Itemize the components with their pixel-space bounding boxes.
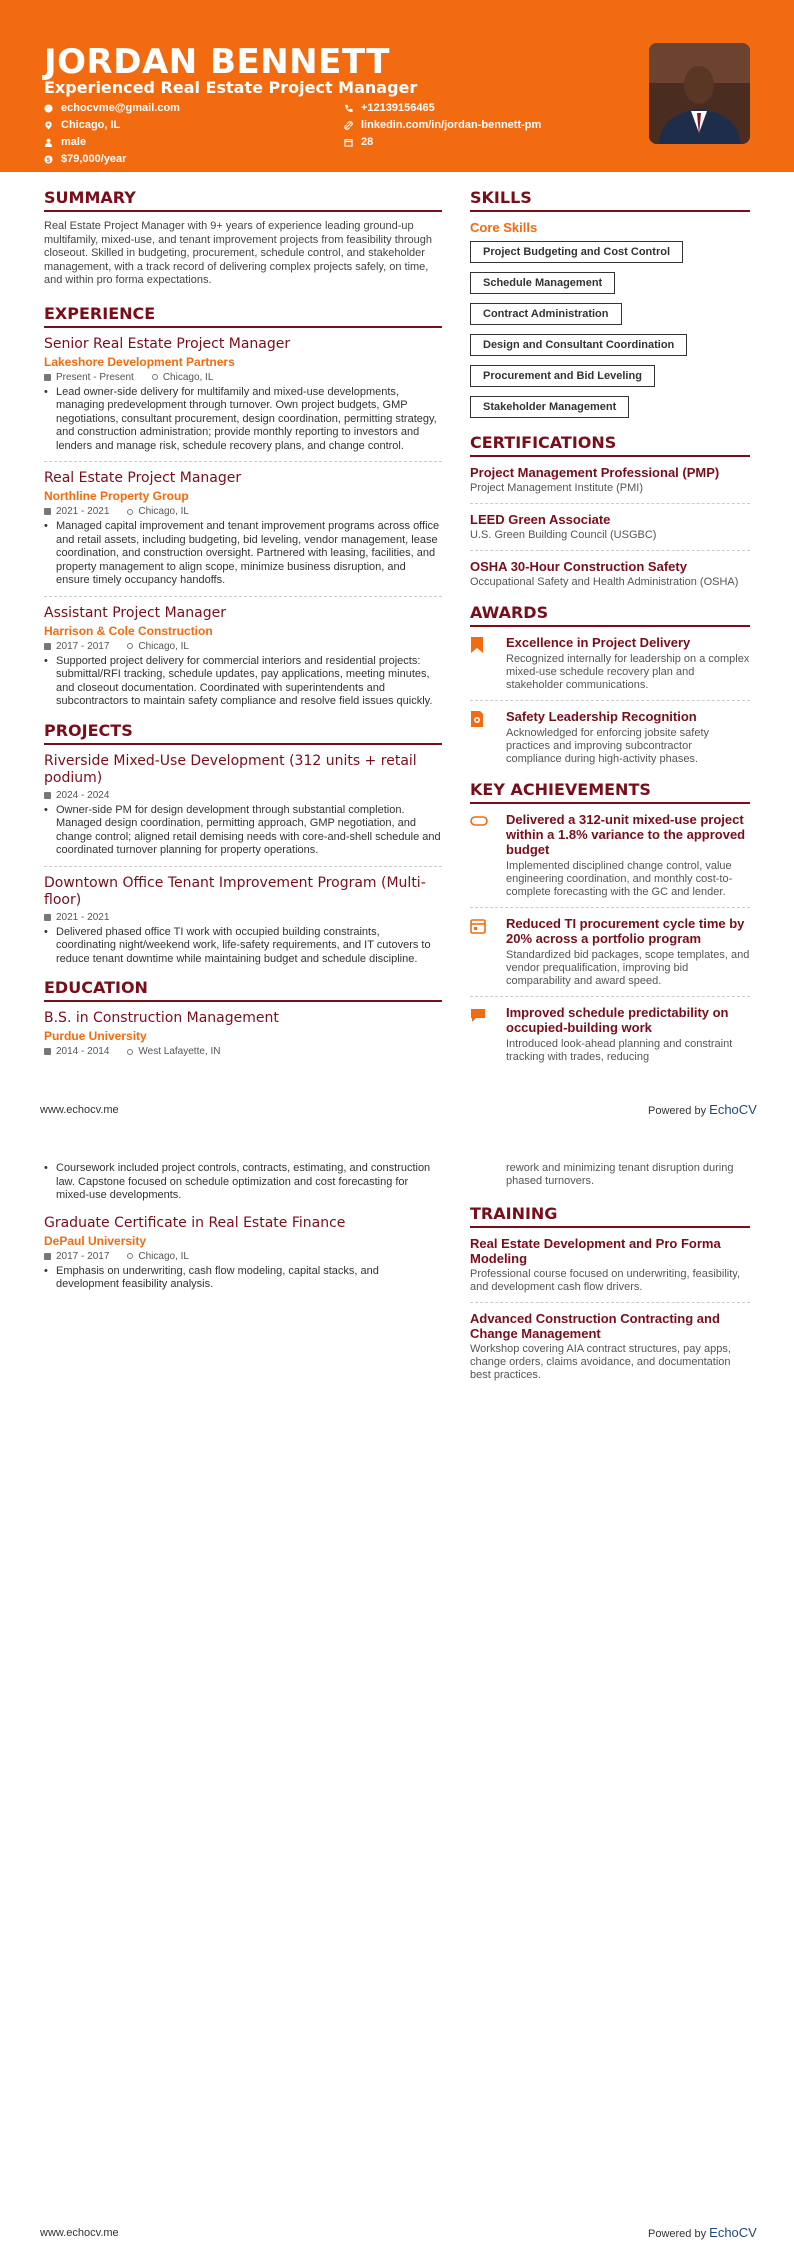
skill-tag: Design and Consultant Coordination bbox=[470, 334, 687, 356]
calendar-icon bbox=[44, 374, 51, 381]
experience-item bbox=[44, 605, 442, 717]
achievements-title: KEY ACHIEVEMENTS bbox=[470, 780, 750, 804]
location-pin-icon bbox=[127, 1049, 133, 1055]
skill-tag: Procurement and Bid Leveling bbox=[470, 365, 655, 387]
left-column bbox=[44, 188, 442, 1057]
right-column bbox=[470, 188, 750, 1080]
education-bullet: • Coursework included project controls, contracts, estimating, and construction law. Capstone focused on schedule optimization and cost forecasting for mixed-use developments. bbox=[44, 1162, 442, 1203]
experience-item bbox=[44, 470, 442, 597]
job-meta: 2017 - 2017 Chicago, IL bbox=[44, 641, 442, 652]
award-item: Excellence in Project Delivery Recognized internally for leadership on a complex mixed-use schedule recovery plan and stakeholder communications. bbox=[470, 635, 750, 701]
experience-item bbox=[44, 336, 442, 463]
money-icon bbox=[44, 155, 53, 164]
job-title: Assistant Project Manager bbox=[44, 604, 226, 621]
svg-text:$: $ bbox=[46, 156, 51, 164]
header bbox=[0, 0, 794, 172]
contact-age: 28 bbox=[344, 134, 373, 150]
summary-title: SUMMARY bbox=[44, 188, 442, 212]
skills-title: SKILLS bbox=[470, 188, 750, 212]
education-title: EDUCATION bbox=[44, 978, 442, 1002]
candidate-name: JORDAN BENNETT bbox=[44, 42, 391, 82]
echocv-logo: EchoCV bbox=[709, 1102, 757, 1117]
job-bullet: • Managed capital improvement and tenant improvement programs across office and retail assets, including budgeting, bid leveling, vendor management, lease coordination, and construction oversight. Partnered with leasing, facilities, and property management to align scope, minimize business disruption, and ensure timely occupancy handoffs. bbox=[44, 520, 442, 588]
location-pin-icon bbox=[152, 374, 158, 380]
calendar-icon bbox=[44, 643, 51, 650]
skill-tag: Schedule Management bbox=[470, 272, 615, 294]
certification-item: LEED Green Associate U.S. Green Building Council (USGBC) bbox=[470, 512, 750, 551]
skills-list bbox=[470, 241, 750, 427]
training-item: Real Estate Development and Pro Forma Modeling Professional course focused on underwriting, feasibility, and development cash flow drivers. bbox=[470, 1236, 750, 1303]
degree-title: B.S. in Construction Management bbox=[44, 1010, 279, 1026]
summary-text: Real Estate Project Manager with 9+ years of experience leading ground-up multifamily, mixed-use, and tenant improvement projects from feasibility through closeout. Skilled in budgeting, procurement, schedule control, and stakeholder management, with a track record of delivering complex projects safely, on time, and within pro forma expectations. bbox=[44, 220, 433, 286]
contact-email[interactable]: echocvme@gmail.com bbox=[44, 100, 180, 116]
person-icon bbox=[44, 138, 53, 147]
right-column-page2 bbox=[470, 1162, 750, 1398]
project-title: Riverside Mixed-Use Development (312 units + retail podium) bbox=[44, 752, 417, 786]
project-bullet: • Owner-side PM for design development through substantial completion. Managed design coordination, permitting approach, GMP negotiation, and change control; aligned retail demising needs with core-and-shell schedule and coordinated turnover planning for property operations. bbox=[44, 804, 442, 858]
footer-site[interactable]: www.echocv.me bbox=[40, 1104, 119, 1116]
experience-title: EXPERIENCE bbox=[44, 304, 442, 328]
job-bullet: • Supported project delivery for commercial interiors and residential projects: submittal/RFI tracking, schedule updates, pay applications, meeting minutes, and closeout documentation. Coordinated with superintendents and subcontractors to maintain safety compliance and resolve field issues quickly. bbox=[44, 655, 442, 709]
company-name: Northline Property Group bbox=[44, 489, 189, 503]
education-item bbox=[44, 1215, 442, 1292]
calendar-icon bbox=[44, 1048, 51, 1055]
calendar-icon bbox=[44, 792, 51, 799]
profile-photo bbox=[649, 43, 750, 144]
link-icon bbox=[344, 121, 353, 130]
project-item bbox=[44, 753, 442, 867]
contact-linkedin[interactable]: linkedin.com/in/jordan-bennett-pm bbox=[344, 117, 541, 133]
job-bullet: • Lead owner-side delivery for multifamily and mixed-use developments, managing predevelopment through turnover. Own project budgets, GMP negotiations, consultant procurement, design coordination, permitting strategy, and construction administration; provide monthly reporting to investors and lenders and manage risk, schedule recovery plans, and change control. bbox=[44, 386, 442, 454]
calendar-icon bbox=[344, 138, 353, 147]
training-title: TRAINING bbox=[470, 1204, 750, 1228]
calendar-icon bbox=[470, 916, 492, 988]
footer-powered: Powered by EchoCV bbox=[648, 2225, 757, 2240]
projects-title: PROJECTS bbox=[44, 721, 442, 745]
location-pin-icon bbox=[44, 121, 53, 130]
certificate-icon bbox=[470, 709, 492, 766]
contact-phone[interactable]: +12139156465 bbox=[344, 100, 435, 116]
contact-salary: $ $79,000/year bbox=[44, 151, 126, 167]
location-pin-icon bbox=[127, 509, 133, 515]
contact-location: Chicago, IL bbox=[44, 117, 120, 133]
certification-item: Project Management Professional (PMP) Project Management Institute (PMI) bbox=[470, 465, 750, 504]
footer-powered: Powered by EchoCV bbox=[648, 1102, 757, 1117]
education-bullet: • Emphasis on underwriting, cash flow modeling, capital stacks, and development feasibility analysis. bbox=[44, 1265, 442, 1292]
education-item bbox=[44, 1010, 442, 1057]
achievement-item: Improved schedule predictability on occupied-building work Introduced look-ahead planning and constraint tracking with trades, reducing bbox=[470, 1005, 750, 1072]
project-item bbox=[44, 875, 442, 975]
calendar-icon bbox=[44, 508, 51, 515]
echocv-logo: EchoCV bbox=[709, 2225, 757, 2240]
left-column-page2 bbox=[44, 1162, 442, 1292]
email-icon bbox=[44, 104, 53, 113]
badge-icon bbox=[470, 812, 492, 899]
calendar-icon bbox=[44, 914, 51, 921]
skill-tag: Stakeholder Management bbox=[470, 396, 629, 418]
project-title: Downtown Office Tenant Improvement Program (Multi-floor) bbox=[44, 874, 426, 908]
project-meta: 2021 - 2021 bbox=[44, 912, 442, 923]
project-bullet: • Delivered phased office TI work with occupied building constraints, coordinating night/weekend work, life-safety requirements, and IT cutovers to reduce tenant downtime while maintaining budget and schedule discipline. bbox=[44, 926, 442, 967]
achievement-desc-cont: rework and minimizing tenant disruption during phased turnovers. bbox=[506, 1162, 734, 1187]
certification-item: OSHA 30-Hour Construction Safety Occupational Safety and Health Administration (OSHA) bbox=[470, 559, 739, 588]
school-name: DePaul University bbox=[44, 1233, 147, 1248]
certifications-title: CERTIFICATIONS bbox=[470, 433, 750, 457]
education-meta: 2014 - 2014 West Lafayette, IN bbox=[44, 1046, 442, 1057]
award-item: Safety Leadership Recognition Acknowledged for enforcing jobsite safety practices and improving subcontractor compliance during high-activity phases. bbox=[470, 709, 750, 774]
job-meta: Present - Present Chicago, IL bbox=[44, 372, 442, 383]
degree-title: Graduate Certificate in Real Estate Finance bbox=[44, 1214, 346, 1231]
chat-icon bbox=[470, 1005, 492, 1064]
location-pin-icon bbox=[127, 1253, 133, 1259]
footer-site[interactable]: www.echocv.me bbox=[40, 2227, 119, 2239]
project-meta: 2024 - 2024 bbox=[44, 790, 442, 801]
skill-tag: Project Budgeting and Cost Control bbox=[470, 241, 683, 263]
contact-gender: male bbox=[44, 134, 86, 150]
education-meta: 2017 - 2017 Chicago, IL bbox=[44, 1251, 442, 1262]
training-item: Advanced Construction Contracting and Change Management Workshop covering AIA contract structures, pay apps, change orders, claims avoidance, and documentation best practices. bbox=[470, 1311, 731, 1381]
calendar-icon bbox=[44, 1253, 51, 1260]
location-pin-icon bbox=[127, 643, 133, 649]
job-title: Senior Real Estate Project Manager bbox=[44, 335, 291, 352]
company-name: Lakeshore Development Partners bbox=[44, 354, 235, 369]
job-meta: 2021 - 2021 Chicago, IL bbox=[44, 506, 442, 517]
phone-icon bbox=[344, 104, 353, 113]
candidate-role: Experienced Real Estate Project Manager bbox=[44, 78, 418, 97]
achievement-item: Reduced TI procurement cycle time by 20% across a portfolio program Standardized bid packages, scope templates, and vendor prequalification, improving bid comparability and award speed. bbox=[470, 916, 750, 997]
core-skills-subtitle: Core Skills bbox=[470, 220, 538, 235]
achievement-item: Delivered a 312-unit mixed-use project within a 1.8% variance to the approved budget Implemented disciplined change control, value engineering coordination, and monthly cost-to-complete forecasting with the GC and lender. bbox=[470, 812, 750, 908]
bookmark-icon bbox=[470, 635, 492, 692]
job-title: Real Estate Project Manager bbox=[44, 470, 242, 486]
company-name: Harrison & Cole Construction bbox=[44, 623, 213, 638]
awards-title: AWARDS bbox=[470, 603, 750, 627]
skill-tag: Contract Administration bbox=[470, 303, 622, 325]
school-name: Purdue University bbox=[44, 1029, 147, 1043]
